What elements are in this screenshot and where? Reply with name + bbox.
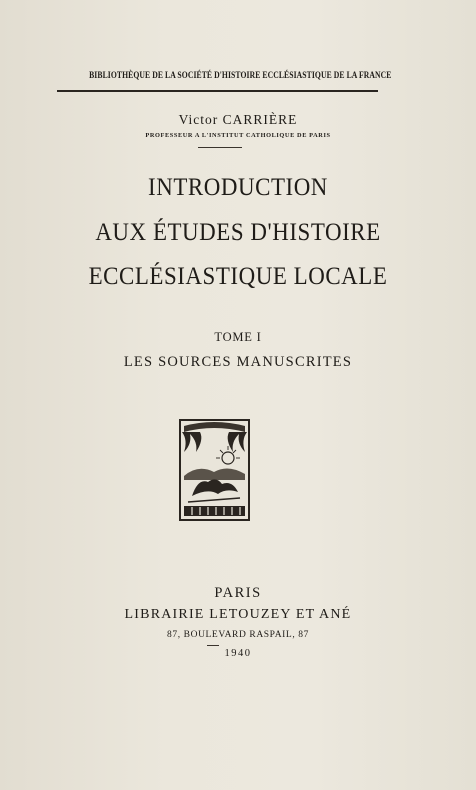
title-line-2: AUX ÉTUDES D'HISTOIRE [95,217,381,246]
series-rule [57,90,378,92]
author-first-name: Victor [178,112,219,127]
volume-title: LES SOURCES MANUSCRITES [123,354,353,370]
author-rule [198,147,242,148]
author-name [0,112,476,128]
imprint-address: 87, BOULEVARD RASPAIL, 87 [167,630,309,640]
author-affiliation: PROFESSEUR A L'INSTITUT CATHOLIQUE DE PARIS [145,132,331,139]
publisher-device-icon [178,418,251,522]
series-title: BIBLIOTHÈQUE DE LA SOCIÉTÉ D'HISTOIRE ECCLÉSIASTIQUE DE LA FRANCE [89,70,392,81]
title-line-1: INTRODUCTION [148,172,328,201]
imprint-year: 1940 [224,648,252,659]
title-line-3: ECCLÉSIASTIQUE LOCALE [88,261,388,290]
tome-number: TOME I [214,330,262,344]
imprint-city: PARIS [214,585,262,601]
author-last-name: CARRIÈRE [222,112,298,127]
imprint-publisher: LIBRAIRIE LETOUZEY ET ANÉ [124,607,352,622]
imprint-rule [207,645,219,646]
